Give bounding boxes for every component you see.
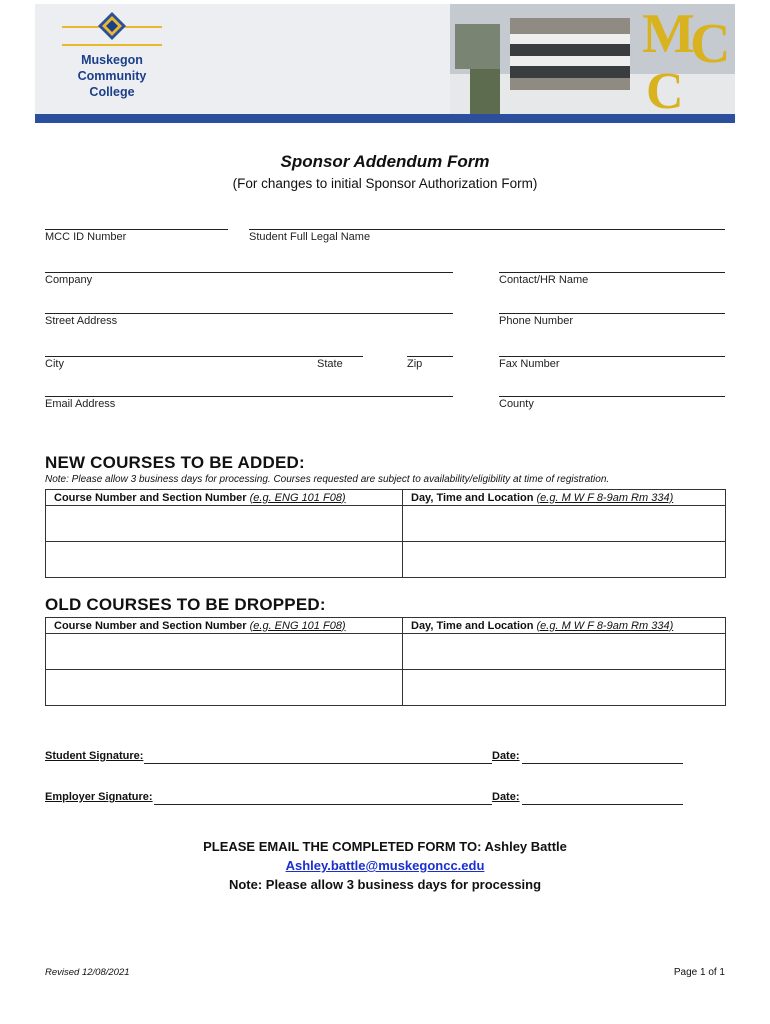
old-col-course-example: (e.g. ENG 101 F08) <box>249 619 346 632</box>
logo-rule-bottom <box>62 44 162 46</box>
table-header-row <box>46 490 726 506</box>
new-day-time-cell[interactable] <box>403 506 726 542</box>
zip-field[interactable] <box>407 356 453 357</box>
employer-date-field[interactable] <box>522 804 683 805</box>
table-row <box>46 670 726 706</box>
old-col-day-example: (e.g. M W F 8-9am Rm 334) <box>536 619 674 632</box>
email-instruction: PLEASE EMAIL THE COMPLETED FORM TO: Ashley Battle <box>203 839 567 854</box>
new-day-time-cell[interactable] <box>403 542 726 578</box>
new-course-cell[interactable] <box>46 542 403 578</box>
new-courses-heading: NEW COURSES TO BE ADDED: <box>45 453 305 472</box>
email-field[interactable] <box>45 396 453 397</box>
new-col-day-label: Day, Time and Location <box>411 491 534 504</box>
mcc-id-field[interactable] <box>45 229 228 230</box>
college-name <box>62 52 162 100</box>
city-state-field[interactable] <box>45 356 363 357</box>
old-day-time-cell[interactable] <box>403 634 726 670</box>
new-col-day-example: (e.g. M W F 8-9am Rm 334) <box>536 491 674 504</box>
college-name-line3: College <box>89 85 135 99</box>
student-name-label: Student Full Legal Name <box>249 231 371 243</box>
form-title: Sponsor Addendum Form <box>280 152 490 171</box>
city-label: City <box>45 358 64 370</box>
contact-field[interactable] <box>499 272 725 273</box>
student-signature-label: Student Signature: <box>45 750 144 762</box>
old-col-course-header <box>46 618 403 634</box>
old-col-course-label: Course Number and Section Number <box>54 619 247 632</box>
campus-building-image <box>450 4 735 114</box>
phone-field[interactable] <box>499 313 725 314</box>
county-field[interactable] <box>499 396 725 397</box>
old-day-time-cell[interactable] <box>403 670 726 706</box>
email-address-wrap <box>0 856 770 875</box>
contact-label: Contact/HR Name <box>499 274 589 286</box>
monogram-c2: C <box>646 63 684 114</box>
street-field[interactable] <box>45 313 453 314</box>
revised-date: Revised 12/08/2021 <box>45 967 130 978</box>
old-course-cell[interactable] <box>46 634 403 670</box>
page-number: Page 1 of 1 <box>673 967 725 978</box>
new-courses-note: Note: Please allow 3 business days for processing. Courses requested are subject to availability/eligibility at time of registration. <box>45 474 610 485</box>
fax-field[interactable] <box>499 356 725 357</box>
old-courses-heading: OLD COURSES TO BE DROPPED: <box>45 595 326 614</box>
new-col-course-header <box>46 490 403 506</box>
company-field[interactable] <box>45 272 453 273</box>
street-label: Street Address <box>45 315 118 327</box>
campus-photo <box>450 4 735 114</box>
fax-label: Fax Number <box>499 358 560 370</box>
monogram-mc: M <box>642 4 695 65</box>
table-row <box>46 506 726 542</box>
employer-date-label: Date: <box>492 791 520 803</box>
new-col-day-header <box>403 490 726 506</box>
college-name-line2: Community <box>77 69 147 83</box>
new-courses-table <box>45 489 726 578</box>
monogram-c1: C <box>690 13 731 75</box>
table-header-row <box>46 618 726 634</box>
new-col-course-example: (e.g. ENG 101 F08) <box>249 491 346 504</box>
table-row <box>46 542 726 578</box>
student-date-label: Date: <box>492 750 520 762</box>
company-label: Company <box>45 274 93 286</box>
old-courses-table <box>45 617 726 706</box>
new-course-cell[interactable] <box>46 506 403 542</box>
old-col-day-label: Day, Time and Location <box>411 619 534 632</box>
phone-label: Phone Number <box>499 315 573 327</box>
zip-label: Zip <box>407 358 423 370</box>
state-label: State <box>317 358 343 370</box>
old-col-day-header <box>403 618 726 634</box>
header-stripe <box>35 114 735 123</box>
form-subtitle: (For changes to initial Sponsor Authorization Form) <box>232 176 538 191</box>
new-col-course-label: Course Number and Section Number <box>54 491 247 504</box>
college-logo-icon <box>98 12 126 40</box>
email-address-link[interactable]: Ashley.battle@muskegoncc.edu <box>285 858 485 873</box>
employer-signature-field[interactable] <box>154 804 492 805</box>
student-date-field[interactable] <box>522 763 683 764</box>
email-label: Email Address <box>45 398 116 410</box>
mcc-id-label: MCC ID Number <box>45 231 127 243</box>
student-signature-field[interactable] <box>144 763 492 764</box>
student-name-field[interactable] <box>249 229 725 230</box>
old-course-cell[interactable] <box>46 670 403 706</box>
processing-note: Note: Please allow 3 business days for processing <box>228 877 542 892</box>
table-row <box>46 634 726 670</box>
college-name-line1: Muskegon <box>81 53 143 67</box>
county-label: County <box>499 398 534 410</box>
employer-signature-label: Employer Signature: <box>45 791 153 803</box>
